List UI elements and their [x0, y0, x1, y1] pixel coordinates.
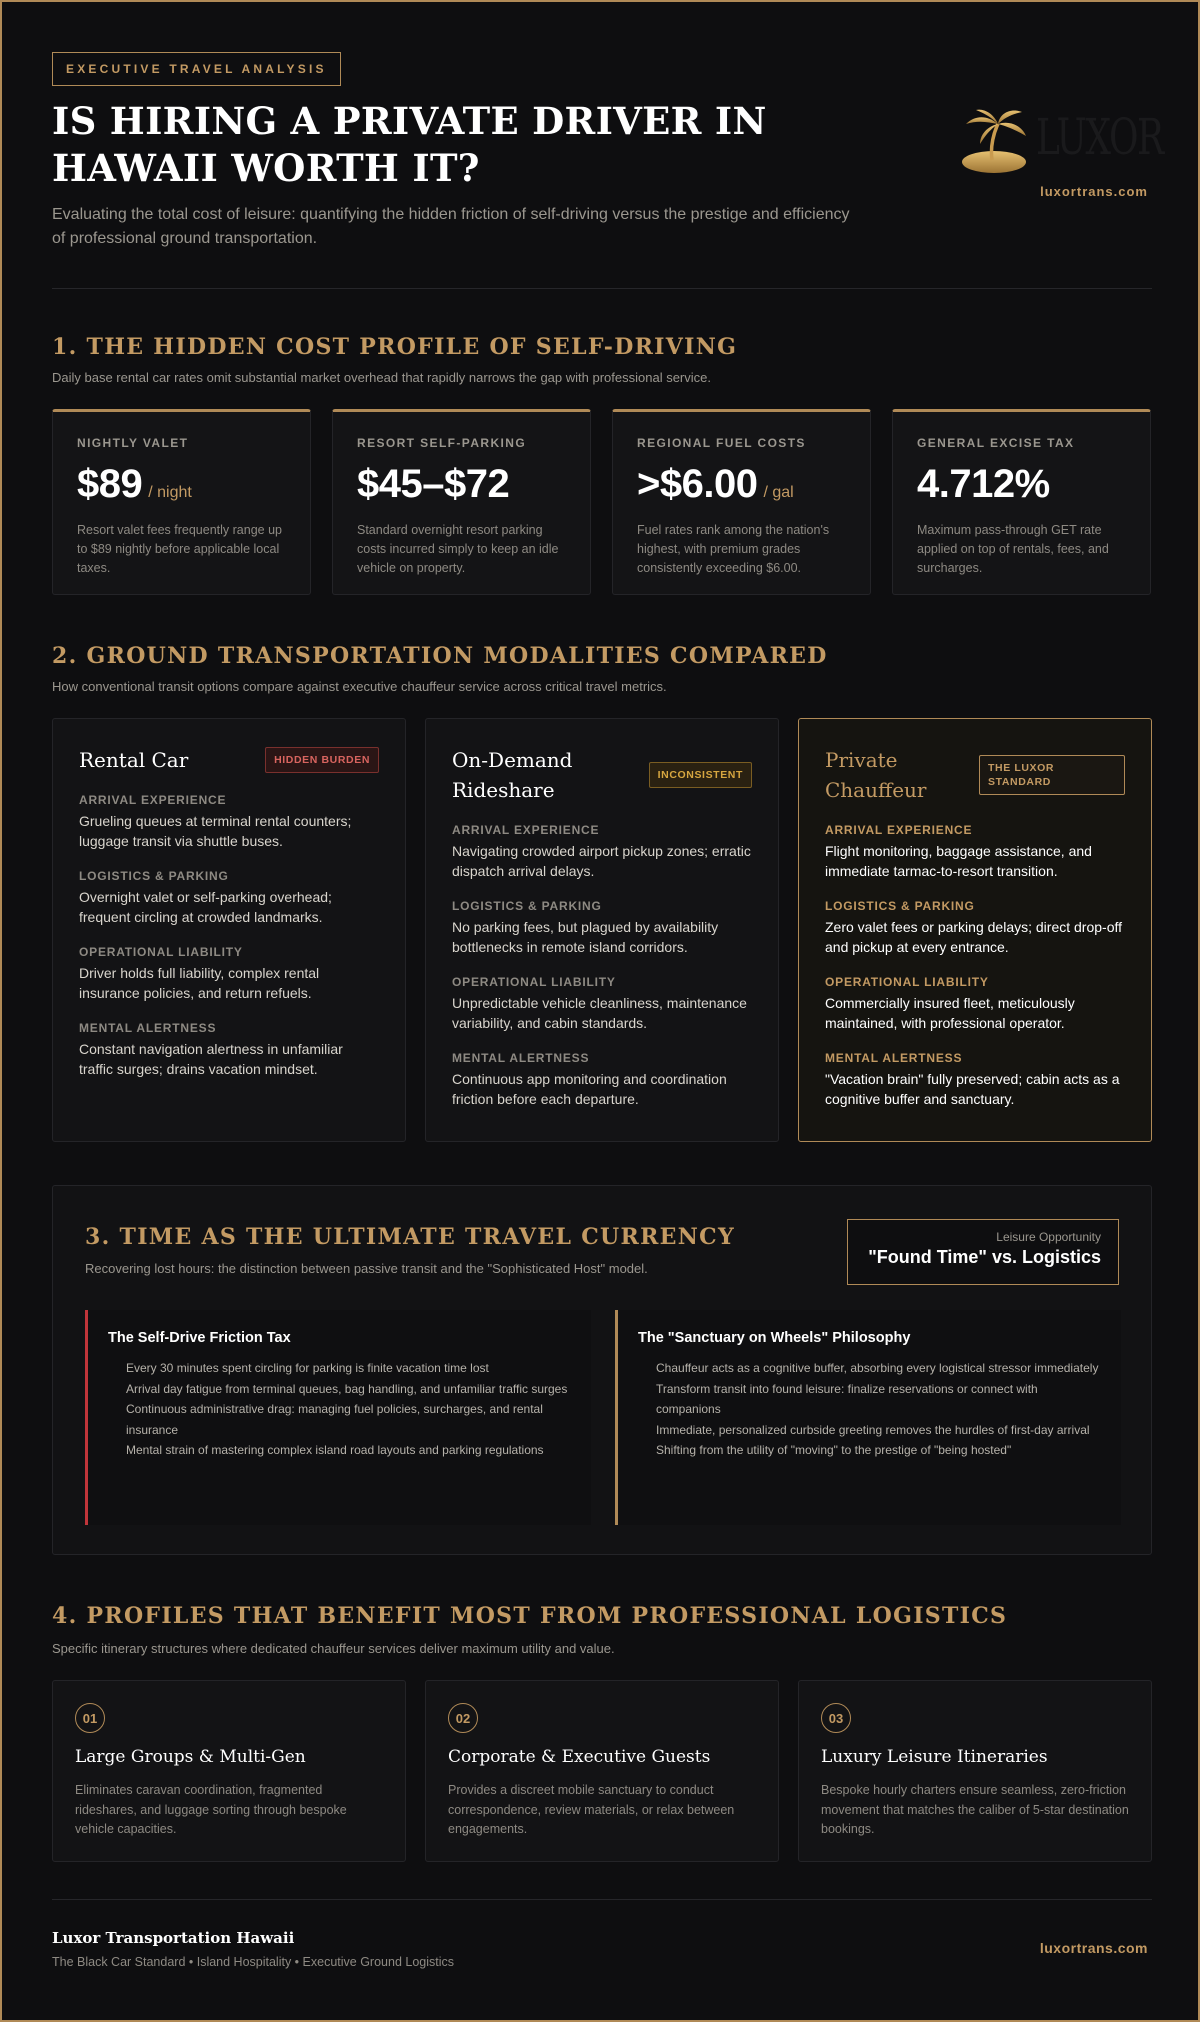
metric-text: Continuous app monitoring and coordination friction before each departure.: [452, 1071, 727, 1107]
stat-label: REGIONAL FUEL COSTS: [637, 436, 806, 450]
metric-text: Zero valet fees or parking delays; direct drop-off and pickup at every entrance.: [825, 919, 1123, 955]
profile-number: 02: [448, 1703, 478, 1733]
status-badge: INCONSISTENT: [649, 762, 752, 788]
page-subtitle: Evaluating the total cost of leisure: quantifying the hidden friction of self-driving versus the prestige and efficiency of professional ground transportation.: [52, 206, 850, 247]
page-title: IS HIRING A PRIVATE DRIVER IN HAWAII WORTH IT?: [52, 99, 767, 190]
metric-label: LOGISTICS & PARKING: [825, 899, 975, 913]
metric-text: Unpredictable vehicle cleanliness, maintenance variability, and cabin standards.: [452, 995, 747, 1031]
callout-label: Leisure Opportunity: [996, 1230, 1101, 1244]
comparison-title: Private Chauffeur: [825, 748, 927, 802]
list-item: Mental strain of mastering complex island road layouts and parking regulations: [126, 1443, 544, 1457]
metric-text: Commercially insured fleet, meticulously maintained, with professional operator.: [825, 995, 1075, 1031]
metric-label: MENTAL ALERTNESS: [825, 1051, 963, 1065]
metric-label: ARRIVAL EXPERIENCE: [452, 823, 600, 837]
sanctuary-column: [615, 1310, 1121, 1525]
stat-label: NIGHTLY VALET: [77, 436, 189, 450]
friction-tax-column: [85, 1310, 591, 1525]
stat-description: Resort valet fees frequently range up to $89 nightly before applicable local taxes.: [77, 523, 282, 575]
stat-card: [612, 409, 871, 595]
stat-value: 4.712%: [917, 462, 1050, 506]
list-item: Every 30 minutes spent circling for parking is finite vacation time lost: [126, 1361, 489, 1375]
stat-value: $89: [77, 462, 143, 506]
section4-subtitle: Specific itinerary structures where dedicated chauffeur services deliver maximum utility and value.: [52, 1641, 615, 1656]
metric-label: ARRIVAL EXPERIENCE: [79, 793, 227, 807]
list-item: Immediate, personalized curbside greeting removes the hurdles of first-day arrival: [656, 1422, 1090, 1437]
stat-unit: / gal: [763, 484, 794, 501]
section3-subtitle: Recovering lost hours: the distinction between passive transit and the "Sophisticated Host" model.: [85, 1261, 648, 1276]
metric-text: Grueling queues at terminal rental counters; luggage transit via shuttle buses.: [79, 813, 352, 849]
stat-value: >$6.00: [637, 462, 758, 506]
profile-description: Provides a discreet mobile sanctuary to conduct correspondence, review materials, or relax between engagements.: [448, 1783, 735, 1836]
metric-text: "Vacation brain" fully preserved; cabin acts as a cognitive buffer and sanctuary.: [825, 1071, 1120, 1107]
stat-label: GENERAL EXCISE TAX: [917, 436, 1075, 450]
metric-label: MENTAL ALERTNESS: [452, 1051, 590, 1065]
list-item: Transform transit into found leisure: finalize reservations or connect with companions: [656, 1381, 1038, 1416]
comparison-title: Rental Car: [79, 748, 189, 772]
header-divider: [52, 288, 1152, 289]
stat-description: Fuel rates rank among the nation's highest, with premium grades consistently exceeding $6.00.: [637, 523, 830, 575]
stat-card: [892, 409, 1151, 595]
metric-text: Driver holds full liability, complex rental insurance policies, and return refuels.: [79, 965, 320, 1001]
section4-title: 4. PROFILES THAT BENEFIT MOST FROM PROFESSIONAL LOGISTICS: [52, 1603, 1008, 1629]
comparison-card-rideshare: [425, 718, 779, 1142]
metric-label: LOGISTICS & PARKING: [452, 899, 602, 913]
metric-label: MENTAL ALERTNESS: [79, 1021, 217, 1035]
section2-subtitle: How conventional transit options compare against executive chauffeur service across critical travel metrics.: [52, 679, 667, 694]
status-badge: THE LUXOR STANDARD: [979, 755, 1125, 795]
logo-wordmark: LUXOR: [1036, 108, 1163, 166]
metric-text: No parking fees, but plagued by availability bottlenecks in remote island corridors.: [452, 919, 719, 955]
profile-number: 01: [75, 1703, 105, 1733]
metric-label: ARRIVAL EXPERIENCE: [825, 823, 973, 837]
found-time-callout: [847, 1219, 1119, 1285]
metric-label: OPERATIONAL LIABILITY: [79, 945, 243, 959]
list-item: Chauffeur acts as a cognitive buffer, absorbing every logistical stressor immediately: [656, 1361, 1099, 1375]
profile-card: [425, 1680, 779, 1862]
stat-unit: / night: [148, 484, 192, 501]
profile-title: Corporate & Executive Guests: [448, 1747, 711, 1767]
profile-number: 03: [821, 1703, 851, 1733]
metric-text: Navigating crowded airport pickup zones; erratic dispatch arrival delays.: [452, 843, 751, 879]
profile-card: [52, 1680, 406, 1862]
section2-title: 2. GROUND TRANSPORTATION MODALITIES COMPARED: [52, 643, 828, 669]
list-item: Shifting from the utility of "moving" to the prestige of "being hosted": [656, 1443, 1012, 1457]
metric-text: Flight monitoring, baggage assistance, and immediate tarmac-to-resort transition.: [825, 843, 1092, 879]
column-title: The Self-Drive Friction Tax: [108, 1330, 291, 1346]
stat-description: Standard overnight resort parking costs incurred simply to keep an idle vehicle on property.: [357, 523, 559, 575]
profile-description: Bespoke hourly charters ensure seamless, zero-friction movement that matches the caliber of 5-star destination bookings.: [821, 1783, 1129, 1836]
stat-description: Maximum pass-through GET rate applied on top of rentals, fees, and surcharges.: [917, 523, 1109, 575]
time-section: [52, 1185, 1152, 1555]
metric-text: Constant navigation alertness in unfamiliar traffic surges; drains vacation mindset.: [79, 1041, 343, 1077]
section3-title: 3. TIME AS THE ULTIMATE TRAVEL CURRENCY: [85, 1224, 735, 1250]
section1-subtitle: Daily base rental car rates omit substantial market overhead that rapidly narrows the gap with professional service.: [52, 370, 711, 385]
footer-brand: Luxor Transportation Hawaii: [52, 1929, 295, 1947]
list-item: Continuous administrative drag: managing fuel policies, surcharges, and rental insurance: [126, 1402, 543, 1437]
comparison-card-rental: [52, 718, 406, 1142]
luxor-logo: [954, 102, 1163, 184]
footer-tagline: The Black Car Standard • Island Hospitality • Executive Ground Logistics: [52, 1955, 454, 1969]
comparison-card-chauffeur: [798, 718, 1152, 1142]
footer-divider: [52, 1899, 1152, 1900]
stat-card: [52, 409, 311, 595]
eyebrow-label: EXECUTIVE TRAVEL ANALYSIS: [52, 52, 341, 86]
metric-text: Overnight valet or self-parking overhead; frequent circling at crowded landmarks.: [79, 889, 332, 925]
profile-title: Luxury Leisure Itineraries: [821, 1747, 1048, 1767]
header-site-link[interactable]: luxortrans.com: [1040, 184, 1148, 199]
callout-value: "Found Time" vs. Logistics: [868, 1247, 1101, 1267]
stat-value: $45–$72: [357, 462, 510, 506]
profile-description: Eliminates caravan coordination, fragmented rideshares, and luggage sorting through bespoke vehicle capacities.: [75, 1783, 347, 1836]
profile-title: Large Groups & Multi-Gen: [75, 1747, 306, 1767]
status-badge: HIDDEN BURDEN: [265, 747, 379, 773]
column-title: The "Sanctuary on Wheels" Philosophy: [638, 1330, 911, 1346]
metric-label: OPERATIONAL LIABILITY: [452, 975, 616, 989]
comparison-title: On-Demand Rideshare: [452, 748, 573, 802]
list-item: Arrival day fatigue from terminal queues, bag handling, and unfamiliar traffic surges: [126, 1381, 568, 1396]
metric-label: LOGISTICS & PARKING: [79, 869, 229, 883]
profile-card: [798, 1680, 1152, 1862]
footer-site-link[interactable]: luxortrans.com: [1039, 1940, 1148, 1956]
stat-card: [332, 409, 591, 595]
stat-label: RESORT SELF-PARKING: [357, 436, 527, 450]
metric-label: OPERATIONAL LIABILITY: [825, 975, 989, 989]
section1-title: 1. THE HIDDEN COST PROFILE OF SELF-DRIVING: [52, 334, 738, 360]
